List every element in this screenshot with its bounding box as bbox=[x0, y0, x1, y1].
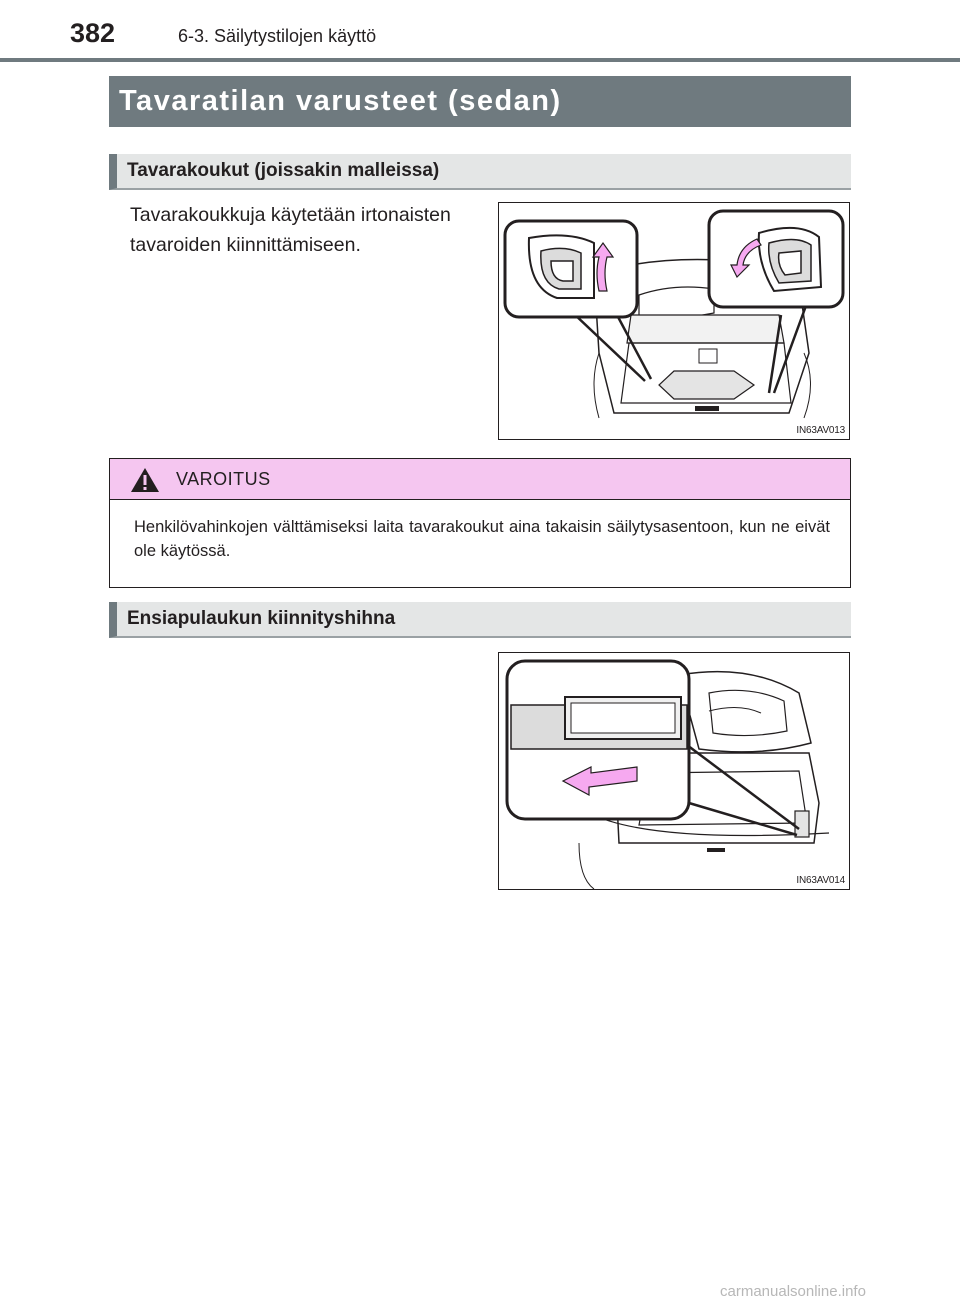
hooks-description: Tavarakoukkuja käytetään irtonaisten tavaroiden kiinnittämiseen. bbox=[130, 204, 451, 256]
warning-text: Henkilövahinkojen välttämiseksi laita tavarakoukut aina takaisin säilytysasentoon, kun ne eivät ole käytössä. bbox=[134, 518, 830, 560]
subsection-title-hooks: Tavarakoukut (joissakin malleissa) bbox=[109, 154, 851, 190]
watermark: carmanualsonline.info bbox=[720, 1283, 866, 1300]
chapter-label: 6-3. Säilytystilojen käyttö bbox=[178, 26, 377, 46]
first-aid-strap-illustration bbox=[499, 653, 849, 889]
figure-code: IN63AV013 bbox=[796, 425, 845, 436]
header-rule bbox=[0, 58, 960, 62]
subsection-title-strap: Ensiapulaukun kiinnityshihna bbox=[109, 602, 851, 638]
warning-triangle-icon bbox=[130, 467, 160, 493]
first-aid-strap-figure bbox=[498, 652, 850, 890]
section-title: Tavaratilan varusteet (sedan) bbox=[109, 76, 851, 127]
luggage-hooks-figure bbox=[498, 202, 850, 440]
luggage-hooks-illustration bbox=[499, 203, 849, 439]
figure-code: IN63AV014 bbox=[796, 875, 845, 886]
page-number: 382 bbox=[70, 18, 116, 48]
warning-box bbox=[109, 458, 851, 588]
warning-header bbox=[110, 459, 850, 500]
warning-title: VAROITUS bbox=[176, 469, 271, 489]
